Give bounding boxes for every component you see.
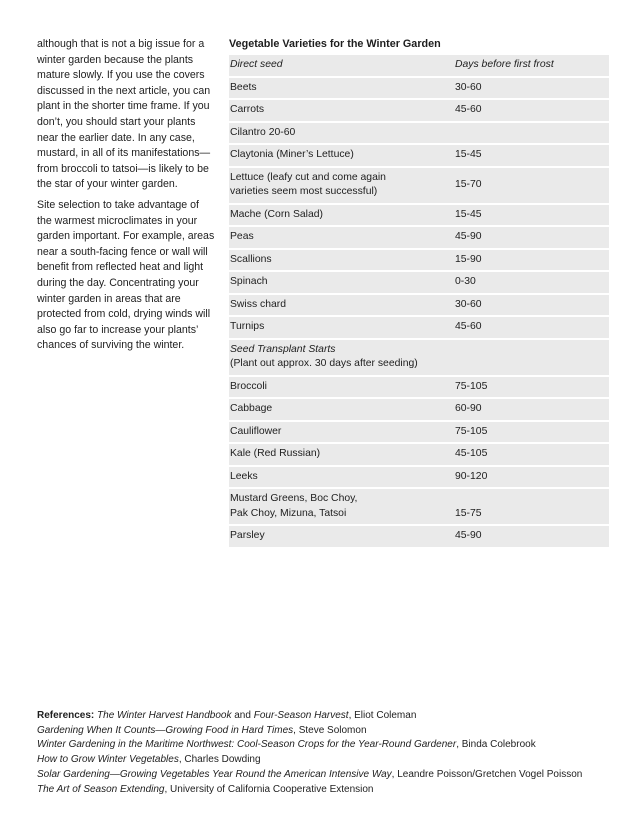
header-direct-seed: Direct seed bbox=[229, 55, 455, 77]
days-value: 15-45 bbox=[455, 144, 609, 167]
days-value: 90-120 bbox=[455, 466, 609, 489]
days-value: 15-45 bbox=[455, 204, 609, 227]
reference-title: How to Grow Winter Vegetables bbox=[37, 754, 179, 766]
vegetable-name: Beets bbox=[229, 77, 455, 100]
vegetable-name bbox=[229, 488, 455, 525]
vegetable-name: Cilantro 20-60 bbox=[229, 122, 455, 145]
vegetable-name: Carrots bbox=[229, 99, 455, 122]
table-row bbox=[229, 167, 609, 204]
table-row bbox=[229, 466, 609, 489]
days-value: 15-90 bbox=[455, 249, 609, 272]
days-value: 30-60 bbox=[455, 77, 609, 100]
table-row bbox=[229, 398, 609, 421]
vegetable-name: Mache (Corn Salad) bbox=[229, 204, 455, 227]
reference-line bbox=[37, 753, 617, 768]
vegetable-name: Claytonia (Miner’s Lettuce) bbox=[229, 144, 455, 167]
vegetable-name: Scallions bbox=[229, 249, 455, 272]
references-section bbox=[37, 709, 617, 797]
vegetable-table-section bbox=[229, 37, 609, 549]
reference-title: The Winter Harvest Handbook bbox=[97, 710, 232, 721]
days-value: 15-75 bbox=[455, 488, 609, 525]
days-value: 0-30 bbox=[455, 271, 609, 294]
reference-title: The Art of Season Extending bbox=[37, 783, 165, 795]
transplant-header-note: (Plant out approx. 30 days after seeding) bbox=[230, 358, 418, 369]
days-value: 45-90 bbox=[455, 525, 609, 548]
reference-line bbox=[37, 738, 617, 753]
table-row bbox=[229, 144, 609, 167]
table-row bbox=[229, 525, 609, 548]
table-row bbox=[229, 204, 609, 227]
days-value: 75-105 bbox=[455, 376, 609, 399]
vegetable-name-line: Pak Choy, Mizuna, Tatsoi bbox=[230, 507, 347, 519]
vegetable-name-line: Mustard Greens, Boc Choy, bbox=[230, 493, 358, 504]
days-value: 75-105 bbox=[455, 421, 609, 444]
days-value: 60-90 bbox=[455, 398, 609, 421]
vegetable-name: Turnips bbox=[229, 316, 455, 339]
vegetable-name: Cauliflower bbox=[229, 421, 455, 444]
left-text-column bbox=[37, 37, 215, 359]
table-row bbox=[229, 249, 609, 272]
transplant-header bbox=[229, 339, 609, 376]
reference-title: Solar Gardening—Growing Vegetables Year Round the American Intensive Way bbox=[37, 768, 392, 780]
vegetable-name: Swiss chard bbox=[229, 294, 455, 317]
vegetable-name: Kale (Red Russian) bbox=[229, 443, 455, 466]
header-days-before-frost: Days before first frost bbox=[455, 55, 609, 77]
reference-author: , Binda Colebrook bbox=[456, 739, 536, 751]
table-row bbox=[229, 376, 609, 399]
table-row bbox=[229, 294, 609, 317]
reference-author: , Eliot Coleman bbox=[348, 710, 417, 721]
days-value: 45-90 bbox=[455, 226, 609, 249]
vegetable-name: Leeks bbox=[229, 466, 455, 489]
table-row bbox=[229, 271, 609, 294]
days-value: 45-60 bbox=[455, 316, 609, 339]
days-value: 15-70 bbox=[455, 167, 609, 204]
reference-title: Four-Season Harvest bbox=[253, 710, 349, 721]
body-paragraph-2: Site selection to take advantage of the warmest microclimates in your garden important. For example, areas near a south-facing fence or wall will benefit from reflected heat and light during the day. Concentrating your winter garden in areas that are protected from cold, drying winds will also go far to increase your plants’ chances of surviving the winter. bbox=[37, 198, 215, 352]
reference-line bbox=[37, 768, 617, 783]
table-header-row bbox=[229, 55, 609, 77]
vegetable-name: Peas bbox=[229, 226, 455, 249]
vegetable-name bbox=[229, 167, 455, 204]
table-row bbox=[229, 316, 609, 339]
vegetable-name-line: Lettuce (leafy cut and come again bbox=[230, 171, 386, 183]
days-value bbox=[455, 122, 609, 145]
reference-author: , Leandre Poisson/Gretchen Vogel Poisson bbox=[391, 768, 583, 780]
reference-title: Gardening When It Counts—Growing Food in Hard Times bbox=[37, 724, 294, 736]
table-row bbox=[229, 443, 609, 466]
transplant-header-title: Seed Transplant Starts bbox=[230, 343, 336, 355]
reference-author: , Charles Dowding bbox=[178, 754, 261, 766]
references-label: References: bbox=[37, 710, 95, 721]
table-row bbox=[229, 421, 609, 444]
vegetable-name: Broccoli bbox=[229, 376, 455, 399]
table-row bbox=[229, 226, 609, 249]
reference-connector: and bbox=[231, 710, 254, 721]
days-value: 45-105 bbox=[455, 443, 609, 466]
table-row bbox=[229, 99, 609, 122]
reference-line bbox=[37, 709, 617, 724]
vegetable-varieties-table bbox=[229, 55, 609, 549]
transplant-header-row bbox=[229, 339, 609, 376]
reference-title: Winter Gardening in the Maritime Northwest: Cool-Season Crops for the Year-Round Gardener bbox=[37, 739, 457, 751]
reference-author: , University of California Cooperative Extension bbox=[164, 783, 374, 795]
vegetable-name: Spinach bbox=[229, 271, 455, 294]
vegetable-name: Parsley bbox=[229, 525, 455, 548]
vegetable-name-line: varieties seem most successful) bbox=[230, 186, 378, 197]
reference-line bbox=[37, 783, 617, 798]
reference-line bbox=[37, 724, 617, 739]
table-row bbox=[229, 122, 609, 145]
vegetable-name: Cabbage bbox=[229, 398, 455, 421]
reference-author: , Steve Solomon bbox=[293, 724, 367, 736]
days-value: 30-60 bbox=[455, 294, 609, 317]
body-paragraph-1: although that is not a big issue for a winter garden because the plants mature slowly. If you use the covers discussed in the next article, you can plant in the shorter time frame. If you don’t, you should start your plants near the earlier date. In any case, mustard, in all of its manifestations—from broccoli to tatsoi—is likely to be the star of your winter garden. bbox=[37, 38, 211, 191]
table-row bbox=[229, 77, 609, 100]
table-title: Vegetable Varieties for the Winter Garden bbox=[229, 38, 441, 50]
table-row bbox=[229, 488, 609, 525]
days-value: 45-60 bbox=[455, 99, 609, 122]
